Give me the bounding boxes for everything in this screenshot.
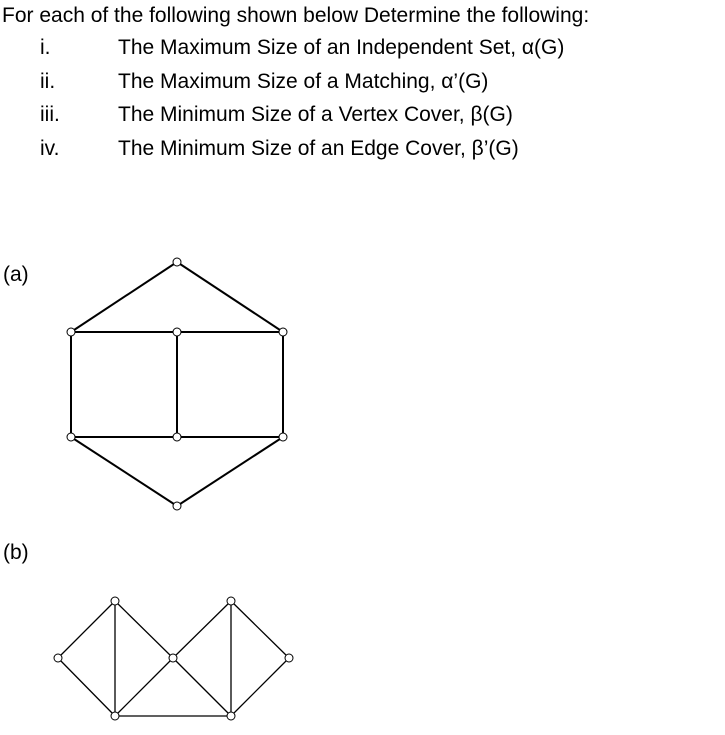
question-number: ii. — [40, 70, 56, 93]
graph-edge — [173, 658, 231, 716]
graph-edge — [231, 601, 289, 658]
graph-vertex — [279, 328, 287, 336]
graph-vertex — [285, 654, 293, 662]
graph-edge — [177, 437, 283, 506]
graph-edge — [231, 658, 289, 716]
graph-vertex — [227, 712, 235, 720]
question-text: The Maximum Size of a Matching, α’(G) — [118, 70, 489, 93]
question-text: The Maximum Size of an Independent Set, α(G) — [118, 36, 565, 59]
graph-edge — [115, 658, 173, 716]
graph-edge — [177, 262, 283, 332]
question-text: The Minimum Size of an Edge Cover, β’(G) — [118, 137, 519, 160]
graph-b-label: (b) — [3, 541, 29, 564]
instructions-heading: For each of the following shown below Determine the following: — [2, 4, 590, 27]
graph-vertex — [227, 597, 235, 605]
graph-edge — [173, 601, 231, 658]
graph-edge — [58, 658, 115, 716]
graph-vertex — [111, 597, 119, 605]
question-number: iv. — [40, 137, 60, 160]
question-number: i. — [40, 36, 51, 59]
graph-edge — [115, 601, 173, 658]
graph-vertex — [54, 654, 62, 662]
graph-vertex — [173, 502, 181, 510]
graph-edge — [71, 437, 177, 506]
graph-vertex — [169, 654, 177, 662]
graph-a — [67, 258, 287, 510]
graph-vertex — [173, 258, 181, 266]
graph-vertex — [279, 433, 287, 441]
question-text: The Minimum Size of a Vertex Cover, β(G) — [118, 103, 513, 126]
graph-vertex — [111, 712, 119, 720]
graph-edge — [58, 601, 115, 658]
graph-a-label: (a) — [3, 263, 29, 286]
question-number: iii. — [40, 103, 60, 126]
graph-edge — [71, 262, 177, 332]
graph-vertex — [173, 433, 181, 441]
graph-vertex — [173, 328, 181, 336]
graph-vertex — [67, 433, 75, 441]
graph-b — [54, 597, 293, 720]
graph-vertex — [67, 328, 75, 336]
